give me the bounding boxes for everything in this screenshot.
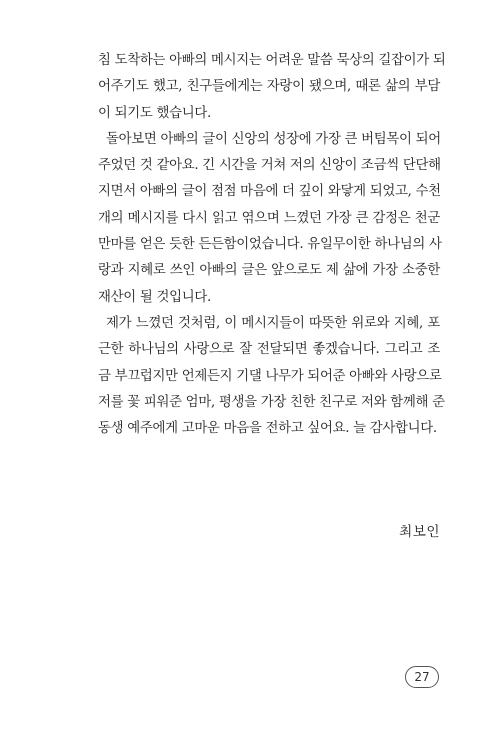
text-line: 만마를 얻은 듯한 든든함이었습니다. 유일무이한 하나님의 사 [98,237,442,253]
paragraph-1 [98,48,446,127]
text-line: 랑과 지혜로 쓰인 아빠의 글은 앞으로도 제 삶에 가장 소중한 [98,263,440,279]
author-signature: 최보인 [399,524,440,540]
text-line: 이 되기도 했습니다. [98,105,211,121]
text-line: 재산이 될 것입니다. [98,289,211,305]
text-line: 저를 꽃 피워준 엄마, 평생을 가장 친한 친구로 저와 함께해 준 [98,394,445,410]
text-line: 돌아보면 아빠의 글이 신앙의 성장에 가장 큰 버팀목이 되어 [106,131,441,147]
text-line: 근한 하나님의 사랑으로 잘 전달되면 좋겠습니다. 그리고 조 [98,342,440,358]
page-number: 27 [405,666,439,688]
body-text [98,48,446,442]
text-line: 개의 메시지를 다시 읽고 엮으며 느꼈던 가장 큰 감정은 천군 [98,210,440,226]
text-line: 제가 느꼈던 것처럼, 이 메시지들이 따뜻한 위로와 지혜, 포 [106,315,440,331]
text-line: 동생 예주에게 고마운 마음을 전하고 싶어요. 늘 감사합니다. [98,421,437,437]
paragraph-2 [98,127,440,311]
text-line: 어주기도 했고, 친구들에게는 자랑이 됐으며, 때론 삶의 부담 [98,79,440,95]
text-line: 지면서 아빠의 글이 점점 마음에 더 깊이 와닿게 되었고, 수천 [98,184,441,200]
text-line: 주었던 것 같아요. 긴 시간을 거쳐 저의 신앙이 조금씩 단단해 [98,158,441,174]
text-line: 침 도착하는 아빠의 메시지는 어려운 말씀 묵상의 길잡이가 되 [98,53,446,68]
text-line: 금 부끄럽지만 언제든지 기댈 나무가 되어준 아빠와 사랑으로 [98,368,442,384]
paragraph-3 [98,311,445,442]
